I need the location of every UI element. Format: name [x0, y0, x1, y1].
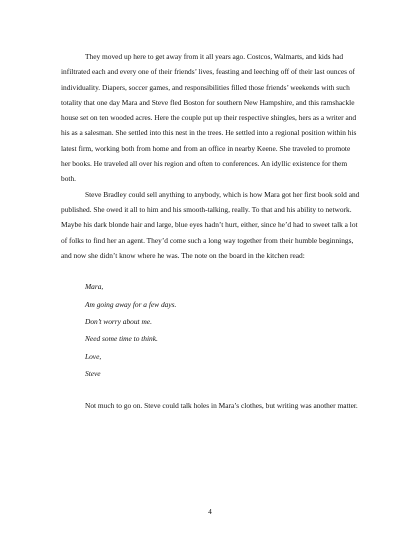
note-line-need-time: Need some time to think. [85, 334, 158, 344]
note-line-signature: Steve [85, 369, 101, 379]
page-body [61, 49, 361, 413]
page-number: 4 [208, 507, 212, 516]
note-line-salutation: Mara, [85, 282, 104, 292]
note-line-going-away: Am going away for a few days. [85, 299, 177, 309]
kitchen-note [61, 278, 361, 382]
paragraph-2: Steve Bradley could sell anything to anybody, which is how Mara got her first book sold and published. She owed it all to him and his smooth-talking, really. To that and his ability to network. Maybe his dark blonde hair and large, blue eyes hadn’t hurt, either, since he’d had to sweet talk a lot of folks to find her an agent. They’d come such a long way together from their humble beginnings, and now she didn’t know where he was. The note on the board in the kitchen read: [61, 189, 360, 260]
note-line-closing: Love, [85, 351, 102, 361]
note-line-dont-worry: Don’t worry about me. [85, 316, 152, 326]
closing-paragraph: Not much to go on. Steve could talk holes in Mara’s clothes, but writing was another matter. [85, 400, 358, 410]
paragraph-1: They moved up here to get away from it all years ago. Costcos, Walmarts, and kids had infiltrated each and every one of their friends’ lives, feasting and leeching off of their last ounces of individuality. Diapers, soccer games, and responsibilities filled those friends’ weekends with such totality that one day Mara and Steve fled Boston for southern New Hampshire, and this ramshackle house set on ten wooded acres. Here the couple put up their respective shingles, hers as a writer and his as a salesman. She settled into this nest in the trees. He settled into a regional position within his latest firm, working both from home and from an office in nearby Keene. She traveled to promote her books. He traveled all over his region and often to conferences. An idyllic existence for them both. [61, 52, 357, 184]
